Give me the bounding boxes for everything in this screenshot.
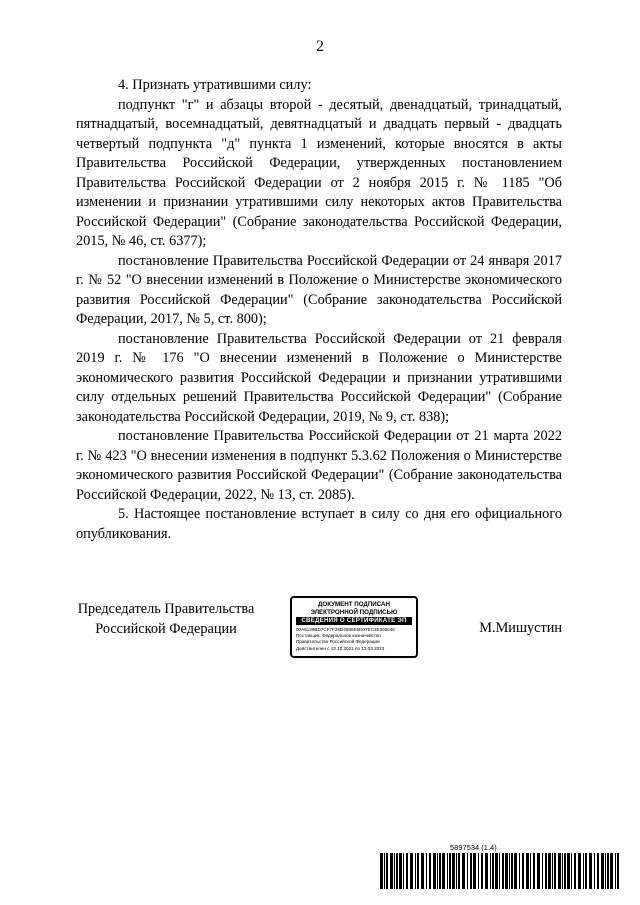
signature-block bbox=[76, 596, 562, 666]
stamp-serial: 00A6139BD7CF7F28D4590E5D07EC3E306046 bbox=[296, 627, 395, 632]
barcode-area bbox=[380, 843, 620, 893]
stamp-issuer: Поставщик: Федеральное казначейство bbox=[296, 633, 381, 639]
signatory-title bbox=[76, 600, 256, 639]
paragraph-decree-423: постановление Правительства Российской Федерации от 21 марта 2022 г. № 423 "О внесении изменения в подпункт 5.3.62 Положения о Министерстве экономического развития Российской Федерации" (Собрание законодательства Российской Федерации, 2022, № 13, ст. 2085). bbox=[76, 428, 562, 503]
signatory-name: М.Мишустин bbox=[479, 620, 562, 636]
signatory-title-line1: Председатель Правительства bbox=[77, 601, 255, 617]
paragraph-item-5: 5. Настоящее постановление вступает в силу со дня его официального опубликования. bbox=[76, 506, 562, 542]
stamp-header: СВЕДЕНИЯ О СЕРТИФИКАТЕ ЭП bbox=[296, 617, 412, 625]
stamp-validity: Действителен с 13.12.2021 по 13.03.2023 bbox=[296, 645, 385, 651]
paragraph-subparagraph-g: подпункт "г" и абзацы второй - десятый, двенадцатый, тринадцатый, пятнадцатый, восемнадцатый, девятнадцатый и двадцать первый - двадцать четвертый подпункта "д" пункта 1 изменений, которые вносятся в акты Правительства Российской Федерации, утвержденных постановлением Правительства Российской Федерации от 2 ноября 2015 г. № 1185 "Об изменении и признании утратившими силу некоторых актов Правительства Российской Федерации" (Собрание законодательства Российской Федерации, 2015, № 46, ст. 6377); bbox=[76, 96, 562, 249]
electronic-signature-stamp bbox=[290, 596, 418, 658]
document-body bbox=[76, 76, 562, 544]
page-number: 2 bbox=[316, 38, 324, 55]
stamp-line2: ЭЛЕКТРОННОЙ ПОДПИСЬЮ bbox=[310, 608, 398, 616]
barcode bbox=[380, 853, 620, 889]
stamp-line1: ДОКУМЕНТ ПОДПИСАН bbox=[318, 601, 390, 608]
stamp-owner: Правительство Российской Федерации bbox=[296, 639, 380, 645]
signatory-title-line2: Российской Федерации bbox=[95, 620, 237, 637]
barcode-id: 5897534 (1.4) bbox=[450, 843, 497, 852]
paragraph-decree-176: постановление Правительства Российской Федерации от 21 февраля 2019 г. № 176 "О внесении изменений в Положение о Министерстве экономического развития Российской Федерации и признании утратившими силу отдельных решений Правительства Российской Федерации" (Собрание законодательства Российской Федерации, 2019, № 9, ст. 838); bbox=[76, 330, 562, 425]
paragraph-item-4: 4. Признать утратившими силу: bbox=[118, 77, 312, 93]
paragraph-decree-52: постановление Правительства Российской Федерации от 24 января 2017 г. № 52 "О внесении изменений в Положение о Министерстве экономического развития Российской Федерации" (Собрание законодательства Российской Федерации, 2017, № 5, ст. 800); bbox=[76, 252, 562, 327]
